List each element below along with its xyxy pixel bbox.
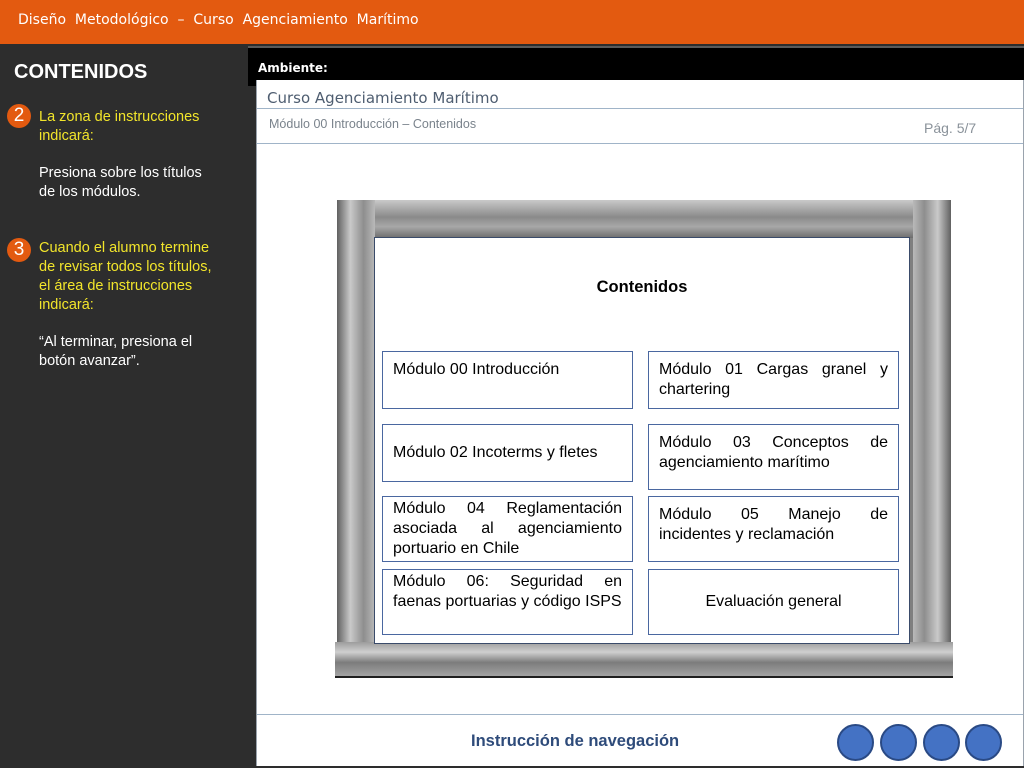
top-title-bar: [0, 0, 1024, 44]
module-subtitle: Módulo 00 Introducción – Contenidos: [269, 117, 477, 131]
module-02-button[interactable]: Módulo 02 Incoterms y fletes: [382, 424, 633, 482]
nav-button-1[interactable]: [837, 724, 874, 761]
picture-frame: [337, 200, 951, 672]
nav-button-3[interactable]: [923, 724, 960, 761]
content-panel: [256, 80, 1024, 766]
instructions-sidebar: [0, 44, 254, 768]
step-3-detail: “Al terminar, presiona el botón avanzar”.: [39, 334, 193, 369]
step-2-detail: Presiona sobre los títulos de los módulos.: [39, 165, 202, 200]
course-title: Curso Agenciamiento Marítimo: [267, 89, 499, 107]
nav-button-4[interactable]: [965, 724, 1002, 761]
frame-top: [337, 200, 951, 238]
page-number: Pág. 5/7: [924, 120, 977, 136]
step-2-badge: 2: [7, 104, 31, 128]
ambiente-label: Ambiente:: [258, 61, 328, 75]
module-03-button[interactable]: Módulo 03 Conceptos de agenciamiento marítimo: [648, 424, 899, 490]
nav-button-2[interactable]: [880, 724, 917, 761]
frame-right: [913, 200, 951, 672]
frame-left: [337, 200, 375, 672]
step-3-instruction: Cuando el alumno termine de revisar todos los títulos, el área de instrucciones indicará:: [39, 240, 212, 313]
sidebar-heading: CONTENIDOS: [14, 61, 148, 83]
header-divider-top: [257, 108, 1023, 109]
module-05-button[interactable]: Módulo 05 Manejo de incidentes y reclamación: [648, 496, 899, 562]
contents-board: [374, 237, 910, 644]
module-01-button[interactable]: Módulo 01 Cargas granel y chartering: [648, 351, 899, 409]
footer-divider: [257, 714, 1023, 715]
module-04-button[interactable]: Módulo 04 Reglamentación asociada al agenciamiento portuario en Chile: [382, 496, 633, 562]
evaluation-button[interactable]: Evaluación general: [648, 569, 899, 635]
header-divider-bottom: [257, 143, 1023, 144]
step-3-badge: 3: [7, 238, 31, 262]
module-00-button[interactable]: Módulo 00 Introducción: [382, 351, 633, 409]
contents-title: Contenidos: [596, 278, 688, 296]
step-2-instruction: La zona de instrucciones indicará:: [39, 109, 200, 144]
app-title: Diseño Metodológico – Curso Agenciamiento Marítimo: [18, 12, 419, 28]
module-06-button[interactable]: Módulo 06: Seguridad en faenas portuarias y código ISPS: [382, 569, 633, 635]
navigation-instruction: Instrucción de navegación: [471, 732, 680, 750]
frame-bottom: [335, 642, 953, 678]
